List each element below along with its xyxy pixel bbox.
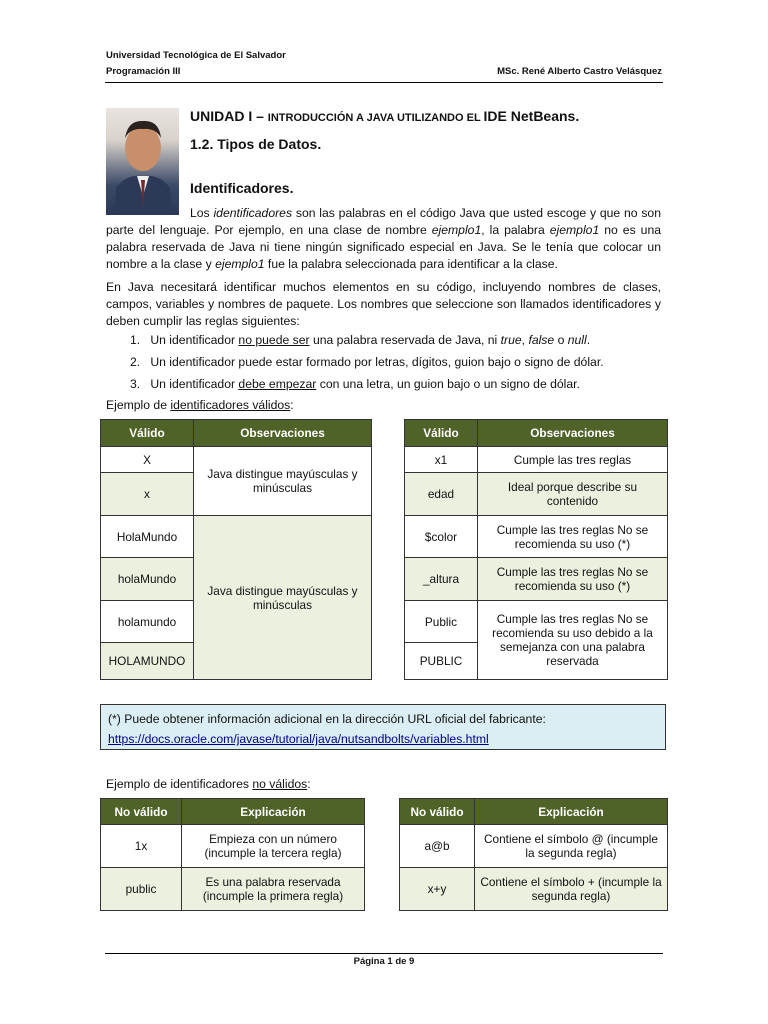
valid-table-right — [404, 419, 668, 680]
info-note — [100, 704, 666, 750]
invalid-table-right — [399, 798, 668, 911]
rule-item-3: 3. Un identificador debe empezar con una letra, un guion bajo o un signo de dólar. — [130, 377, 580, 391]
table-cell-id: edad — [405, 473, 478, 516]
paragraph-reglas: En Java necesitará identificar muchos elementos en su código, incluyendo nombres de clases, campos, variables y nombres de paquete. Los nombres que seleccione son llamados identificadores y deben cumplir las reglas siguientes: — [106, 280, 661, 328]
table-cell-id: a@b — [400, 825, 475, 868]
valid-table-left — [100, 419, 372, 680]
table-cell-obs: Java distingue mayúsculas y minúsculas — [194, 516, 372, 680]
table-cell-exp: Contiene el símbolo @ (incumple la segunda regla) — [475, 825, 668, 868]
table-cell-exp: Es una palabra reservada (incumple la primera regla) — [182, 868, 365, 911]
col-header-valido: Válido — [101, 420, 194, 447]
author-photo — [106, 108, 179, 215]
note-text: (*) Puede obtener información adicional en la dirección URL oficial del fabricante: — [108, 712, 546, 726]
page-number: Página 1 de 9 — [353, 956, 415, 967]
section-title: 1.2. Tipos de Datos. — [190, 136, 322, 152]
table-cell-id: 1x — [101, 825, 182, 868]
table-cell-exp: Contiene el símbolo + (incumple la segunda regla) — [475, 868, 668, 911]
table-cell-obs: Cumple las tres reglas — [478, 447, 668, 473]
rule-item-1: 1. Un identificador no puede ser una palabra reservada de Java, ni true, false o null. — [130, 333, 591, 347]
col-header-explicacion: Explicación — [182, 799, 365, 825]
valid-examples-heading: Ejemplo de identificadores válidos: — [106, 398, 294, 412]
table-cell-id: Public — [405, 601, 478, 643]
table-cell-id: PUBLIC — [405, 643, 478, 680]
table-cell-id: HolaMundo — [101, 516, 194, 558]
header-university: Universidad Tecnológica de El Salvador — [106, 50, 286, 61]
subsection-title: Identificadores. — [190, 180, 294, 196]
table-cell-id: X — [101, 447, 194, 473]
invalid-table-left — [100, 798, 365, 911]
invalid-examples-heading: Ejemplo de identificadores no válidos: — [106, 777, 311, 791]
table-cell-id: holamundo — [101, 601, 194, 643]
col-header-explicacion: Explicación — [475, 799, 668, 825]
unit-title: UNIDAD I – INTRODUCCIÓN A JAVA UTILIZANDO EL IDE NetBeans. — [190, 108, 580, 124]
header-author: MSc. René Alberto Castro Velásquez — [497, 66, 662, 77]
rule-item-2: 2. Un identificador puede estar formado por letras, dígitos, guion bajo o signo de dólar. — [130, 355, 604, 369]
table-cell-exp: Empieza con un número (incumple la tercera regla) — [182, 825, 365, 868]
table-cell-obs: Ideal porque describe su contenido — [478, 473, 668, 516]
table-cell-id: x1 — [405, 447, 478, 473]
table-cell-id: holaMundo — [101, 558, 194, 601]
table-cell-id: HOLAMUNDO — [101, 643, 194, 680]
footer-rule — [105, 953, 663, 954]
col-header-observaciones: Observaciones — [194, 420, 372, 447]
table-cell-id: _altura — [405, 558, 478, 601]
header-course: Programación III — [106, 66, 181, 77]
table-cell-obs: Cumple las tres reglas No se recomienda su uso debido a la semejanza con una palabra reservada — [478, 601, 668, 680]
table-cell-id: public — [101, 868, 182, 911]
header-rule — [105, 82, 663, 83]
paragraph-identificadores: Los identificadores son las palabras en el código Java que usted escoge y que no son parte del lenguaje. Por ejemplo, en una clase de nombre ejemplo1, la palabra ejemplo1 no es una palabra reservada de Java ni tiene ningún significado especial en Java. Se le tenía que colocar un nombre a la clase y ejemplo1 fue la palabra seleccionada para identificar a la clase. — [106, 206, 661, 271]
table-cell-id: x+y — [400, 868, 475, 911]
table-cell-id: x — [101, 473, 194, 516]
col-header-valido: Válido — [405, 420, 478, 447]
col-header-observaciones: Observaciones — [478, 420, 668, 447]
table-cell-obs: Java distingue mayúsculas y minúsculas — [194, 447, 372, 516]
table-cell-obs: Cumple las tres reglas No se recomienda su uso (*) — [478, 516, 668, 558]
col-header-no-valido: No válido — [101, 799, 182, 825]
table-cell-obs: Cumple las tres reglas No se recomienda su uso (*) — [478, 558, 668, 601]
oracle-docs-link[interactable]: https://docs.oracle.com/javase/tutorial/java/nutsandbolts/variables.html — [108, 732, 489, 746]
col-header-no-valido: No válido — [400, 799, 475, 825]
table-cell-id: $color — [405, 516, 478, 558]
